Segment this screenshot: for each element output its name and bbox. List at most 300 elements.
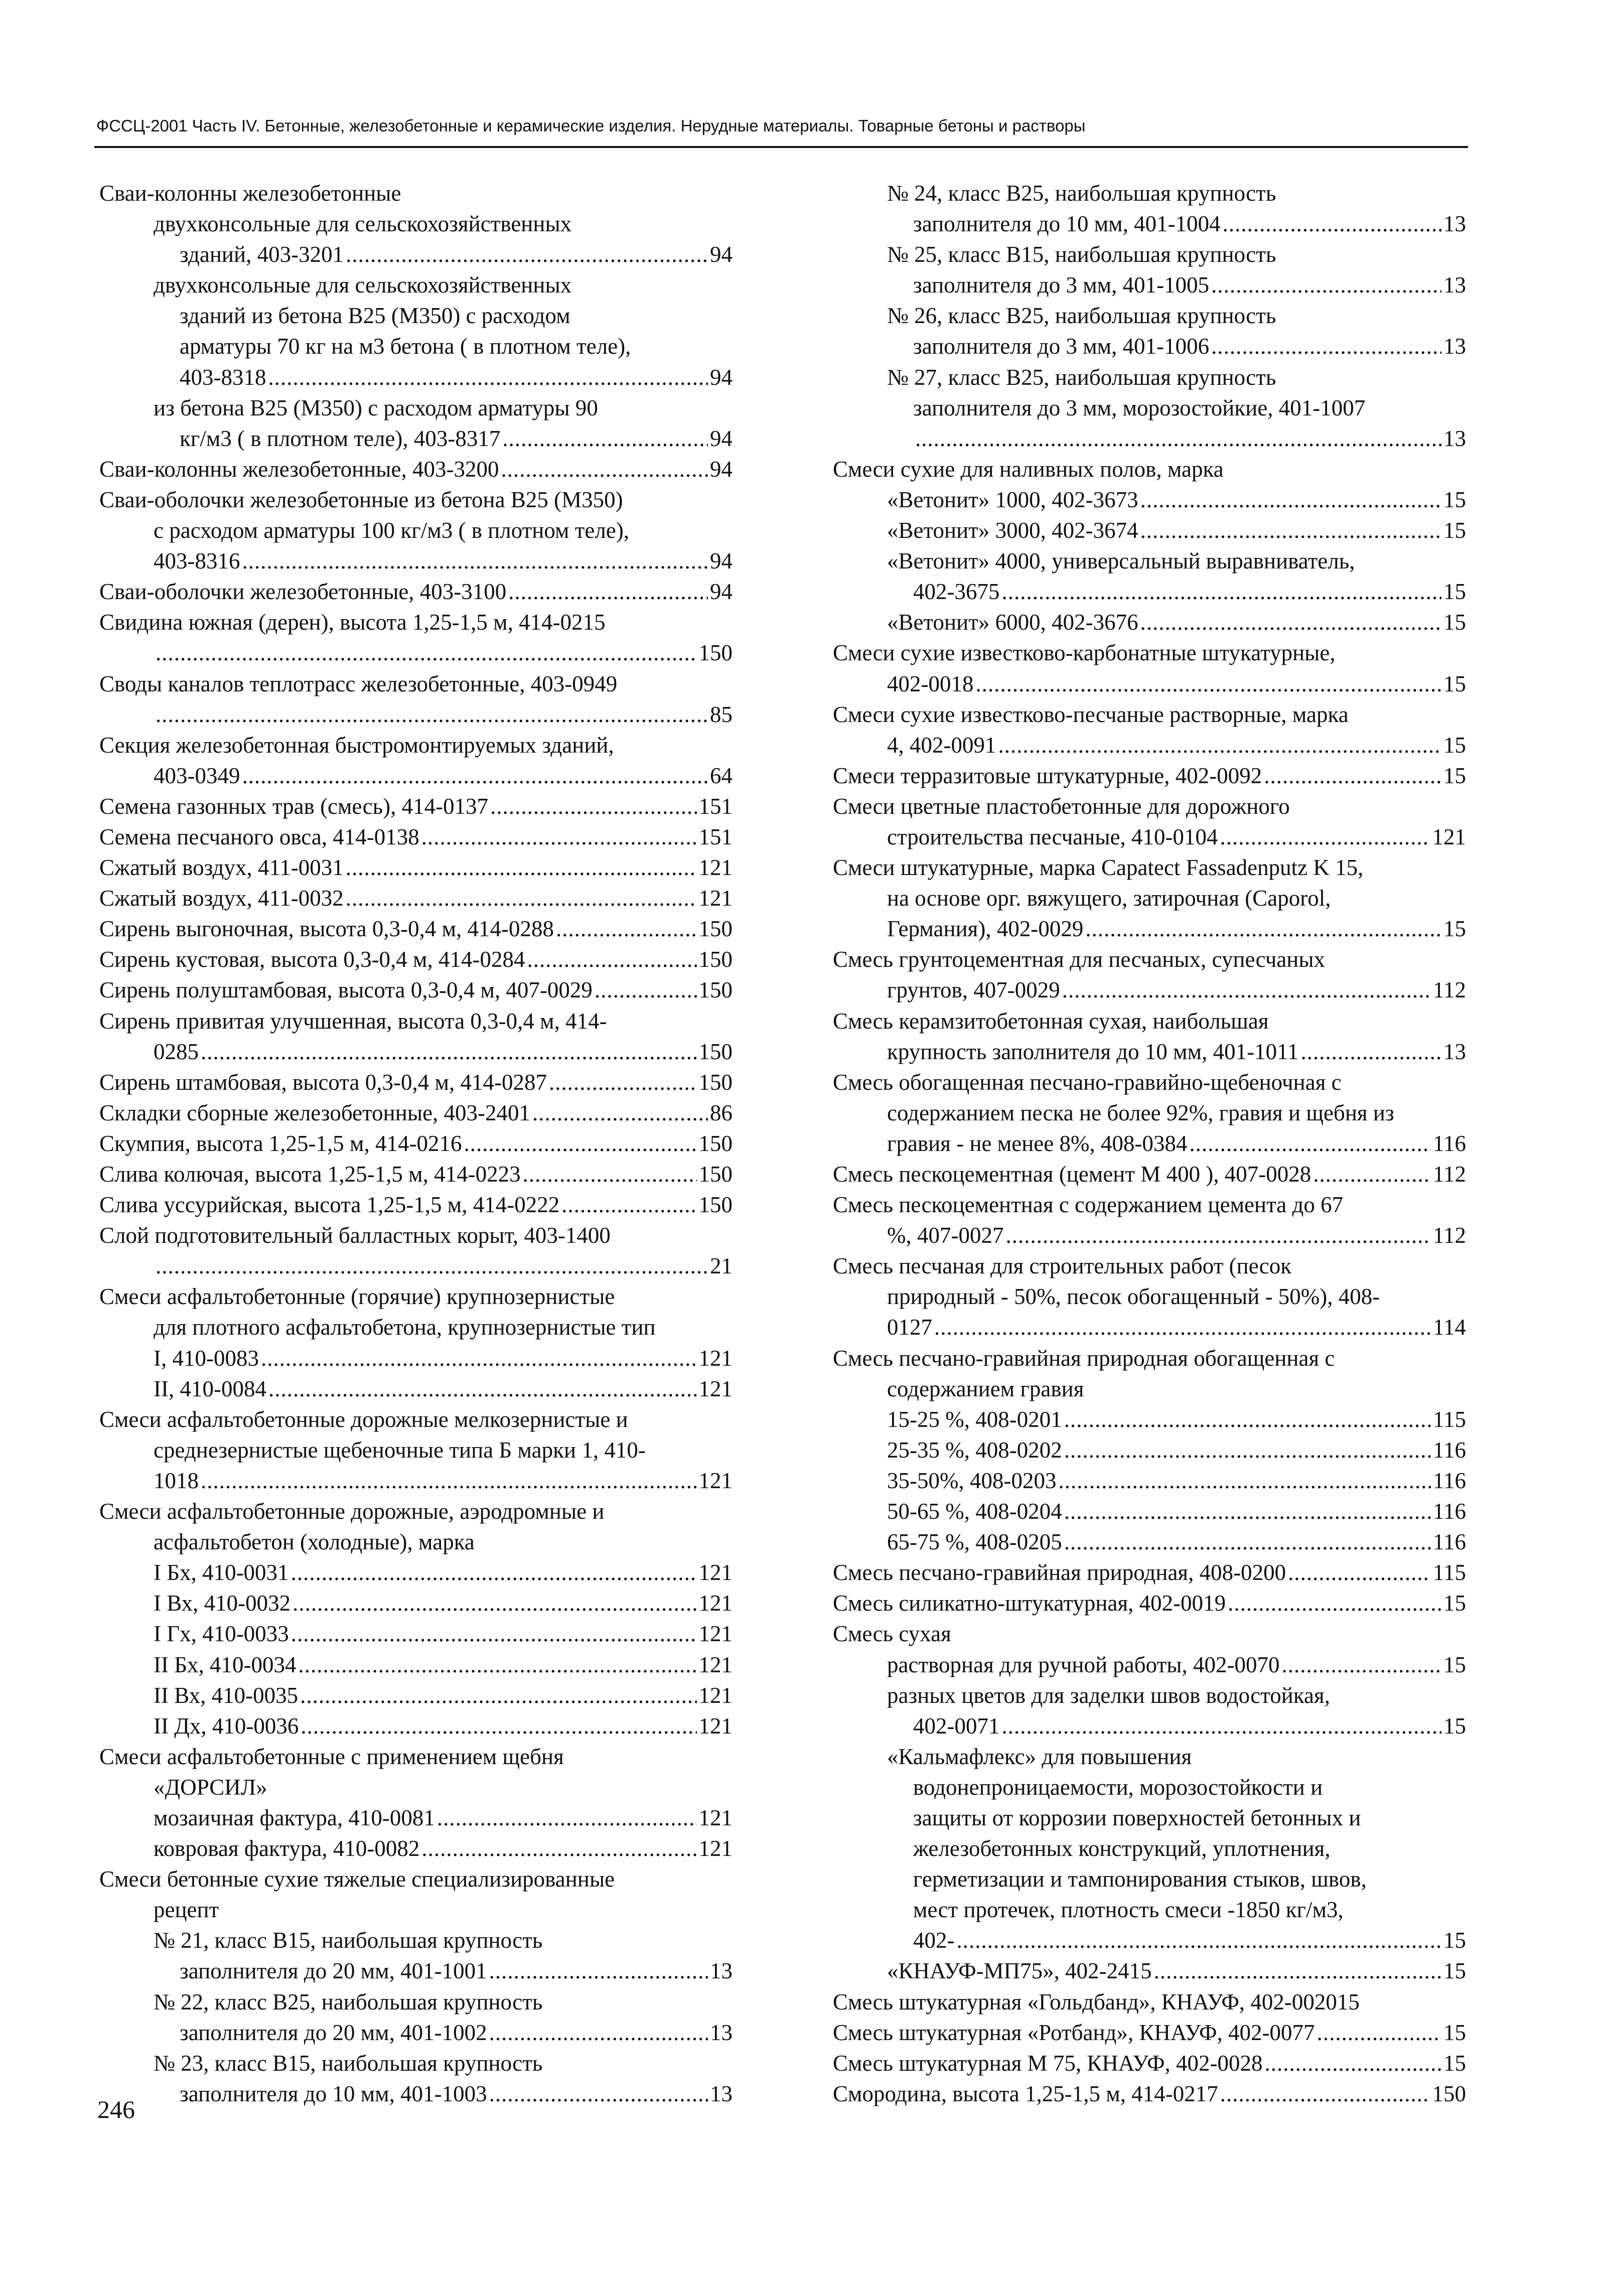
entry-label: Свидина южная (дерен), высота 1,25-1,5 м, 414-0215 bbox=[99, 610, 606, 635]
index-entry bbox=[99, 1680, 733, 1711]
index-entry-text bbox=[833, 1190, 1466, 1220]
entry-page-number: 112 bbox=[1433, 1162, 1466, 1187]
entry-label: Семена газонных трав (смесь), 414-0137 bbox=[99, 793, 489, 819]
index-entry bbox=[99, 822, 733, 852]
entry-label: Слива колючая, высота 1,25-1,5 м, 414-0223 bbox=[99, 1162, 521, 1187]
entry-page-number: 150 bbox=[698, 1039, 733, 1064]
entry-label: 403-8316 bbox=[154, 548, 240, 574]
index-entry-text bbox=[833, 638, 1466, 668]
entry-label: Смеси бетонные сухие тяжелые специализированные bbox=[99, 1867, 615, 1892]
entry-label: с расходом арматуры 100 кг/м3 ( в плотном теле), bbox=[154, 518, 630, 543]
index-entry bbox=[833, 1588, 1466, 1619]
entry-page-number: 150 bbox=[698, 1069, 733, 1095]
entry-label: «КНАУФ-МП75», 402-2415 bbox=[887, 1958, 1152, 1984]
index-entry bbox=[99, 944, 733, 975]
entry-page-number: 94 bbox=[710, 548, 733, 574]
entry-page-number: 13 bbox=[1443, 272, 1466, 298]
index-entry-text bbox=[99, 393, 733, 423]
index-entry-text bbox=[833, 546, 1466, 577]
index-entry-text bbox=[833, 1067, 1466, 1098]
entry-label: «Ветонит» 6000, 402-3676 bbox=[887, 610, 1138, 635]
index-entry-text bbox=[833, 699, 1466, 730]
dot-leader bbox=[1313, 1159, 1431, 1190]
index-entry-text bbox=[99, 1742, 733, 1772]
index-entry bbox=[833, 1312, 1466, 1343]
entry-label: Сваи-колонны железобетонные bbox=[99, 181, 401, 206]
dot-leader bbox=[1211, 331, 1441, 362]
entry-label: Слой подготовительный балластных корыт, 403-1400 bbox=[99, 1223, 611, 1248]
index-entry bbox=[99, 239, 733, 270]
index-entry-text bbox=[99, 1772, 733, 1803]
index-entry-text bbox=[833, 1987, 1466, 2018]
index-entry bbox=[833, 975, 1466, 1006]
entry-label: 403-8318 bbox=[180, 364, 266, 390]
dot-leader bbox=[1211, 270, 1441, 301]
entry-page-number: 94 bbox=[710, 579, 733, 605]
entry-label: Смеси сухие известково-карбонатные штукатурные, bbox=[833, 640, 1336, 666]
index-entry bbox=[99, 1098, 733, 1128]
dot-leader bbox=[346, 852, 697, 883]
entry-label: мозаичная фактура, 410-0081 bbox=[154, 1805, 435, 1830]
index-entry bbox=[99, 1711, 733, 1742]
dot-leader bbox=[1005, 1220, 1431, 1251]
dot-leader bbox=[1223, 209, 1441, 239]
entry-label: на основе орг. вяжущего, затирочная (Caporol, bbox=[887, 886, 1331, 911]
entry-page-number: 64 bbox=[710, 763, 733, 788]
entry-label: 402- bbox=[913, 1928, 955, 1953]
entry-label: «ДОРСИЛ» bbox=[154, 1774, 267, 1800]
entry-label: Смесь керамзитобетонная сухая, наибольшая bbox=[833, 1008, 1269, 1034]
entry-page-number: 121 bbox=[698, 1836, 733, 1861]
entry-label: Смеси сухие известково-песчаные растворные, марка bbox=[833, 701, 1349, 727]
index-entry bbox=[833, 515, 1466, 546]
dot-leader bbox=[489, 2079, 708, 2109]
entry-page-number: 150 bbox=[698, 1130, 733, 1156]
entry-label: 402-0018 bbox=[887, 671, 974, 696]
entry-page-number: 13 bbox=[1443, 1039, 1466, 1064]
entry-page-number: 121 bbox=[698, 1468, 733, 1493]
index-entry bbox=[833, 1037, 1466, 1067]
index-entry-text bbox=[833, 1281, 1466, 1312]
entry-label: Смесь штукатурная «Ротбанд», КНАУФ, 402-0077 bbox=[833, 2020, 1315, 2045]
entry-label: 4, 402-0091 bbox=[887, 732, 996, 758]
index-entry-text bbox=[99, 607, 733, 638]
entry-label: Смесь штукатурная М 75, КНАУФ, 402-0028 bbox=[833, 2050, 1263, 2076]
entry-label: Смеси цветные пластобетонные для дорожного bbox=[833, 793, 1290, 819]
index-entry-text bbox=[833, 1772, 1466, 1803]
dot-leader bbox=[502, 423, 708, 454]
entry-label: 402-0071 bbox=[913, 1713, 1000, 1739]
index-entry-text bbox=[833, 1251, 1466, 1281]
dot-leader bbox=[556, 914, 696, 944]
entry-page-number: 121 bbox=[698, 1560, 733, 1586]
index-entry-text bbox=[833, 454, 1466, 485]
entry-page-number: 13 bbox=[1443, 334, 1466, 359]
index-entry bbox=[99, 914, 733, 944]
index-entry bbox=[99, 761, 733, 791]
dot-leader bbox=[201, 1037, 697, 1067]
entry-label: Сирень штамбовая, высота 0,3-0,4 м, 414-0287 bbox=[99, 1069, 547, 1095]
entry-label: содержанием песка не более 92%, гравия и щебня из bbox=[887, 1100, 1394, 1125]
index-entry bbox=[99, 638, 733, 668]
entry-label: Смородина, высота 1,25-1,5 м, 414-0217 bbox=[833, 2081, 1218, 2106]
entry-label: I Гх, 410-0033 bbox=[154, 1621, 289, 1647]
index-entry-text bbox=[99, 1220, 733, 1251]
dot-leader bbox=[1064, 1527, 1431, 1557]
entry-label: Смесь штукатурная «Гольдбанд», КНАУФ, 402-002015 bbox=[833, 1989, 1360, 2015]
entry-label: 0127 bbox=[887, 1315, 932, 1340]
page-number: 246 bbox=[97, 2095, 135, 2123]
index-entry bbox=[833, 209, 1466, 239]
entry-page-number: 94 bbox=[710, 456, 733, 482]
index-entry-text bbox=[99, 515, 733, 546]
index-entry-text bbox=[99, 331, 733, 362]
entry-label: Сжатый воздух, 411-0031 bbox=[99, 855, 344, 881]
entry-page-number: 121 bbox=[698, 1621, 733, 1647]
entry-page-number: 15 bbox=[1443, 1958, 1466, 1984]
index-entry-text bbox=[99, 2048, 733, 2079]
index-entry-text bbox=[99, 1435, 733, 1466]
dot-leader bbox=[1064, 1496, 1431, 1527]
index-entry-text bbox=[833, 1098, 1466, 1128]
index-entry bbox=[833, 485, 1466, 515]
dot-leader bbox=[1002, 577, 1442, 607]
entry-page-number: 150 bbox=[698, 640, 733, 666]
entry-page-number: 150 bbox=[698, 916, 733, 942]
entry-label: Сваи-оболочки железобетонные, 403-3100 bbox=[99, 579, 507, 605]
entry-label: 35-50%, 408-0203 bbox=[887, 1468, 1057, 1493]
index-entry bbox=[833, 1925, 1466, 1956]
index-entry-text bbox=[833, 1006, 1466, 1037]
entry-page-number: 21 bbox=[710, 1253, 733, 1279]
entry-page-number: 15 bbox=[1443, 763, 1466, 788]
dot-leader bbox=[1220, 822, 1430, 852]
index-entry bbox=[99, 1128, 733, 1159]
dot-leader bbox=[1140, 485, 1441, 515]
entry-label: защиты от коррозии поверхностей бетонных и bbox=[913, 1805, 1361, 1830]
entry-page-number: 94 bbox=[710, 242, 733, 267]
index-entry-text bbox=[99, 1496, 733, 1527]
entry-label: Смесь песчано-гравийная природная обогащенная с bbox=[833, 1345, 1335, 1371]
entry-page-number: 15 bbox=[1443, 610, 1466, 635]
index-entry bbox=[833, 1650, 1466, 1680]
entry-page-number: 15 bbox=[1443, 1591, 1466, 1616]
entry-label: II Дх, 410-0036 bbox=[154, 1713, 299, 1739]
index-entry bbox=[99, 975, 733, 1006]
dot-leader bbox=[976, 669, 1442, 699]
entry-label: I Бх, 410-0031 bbox=[154, 1560, 289, 1586]
entry-label: строительства песчаные, 410-0104 bbox=[887, 824, 1218, 849]
entry-label: 50-65 %, 408-0204 bbox=[887, 1499, 1062, 1524]
index-entry-text bbox=[833, 362, 1466, 393]
index-entry bbox=[833, 1711, 1466, 1742]
entry-label: Смесь грунтоцементная для песчаных, супесчаных bbox=[833, 947, 1326, 972]
index-entry-text bbox=[99, 1281, 733, 1312]
entry-label: «Ветонит» 1000, 402-3673 bbox=[887, 487, 1138, 512]
index-entry-text bbox=[99, 1864, 733, 1895]
index-entry-text bbox=[833, 1803, 1466, 1833]
entry-label: Смеси асфальтобетонные дорожные мелкозернистые и bbox=[99, 1406, 628, 1432]
index-entry bbox=[833, 1527, 1466, 1557]
entry-label: № 25, класс В15, наибольшая крупность bbox=[887, 242, 1276, 267]
dot-leader bbox=[156, 638, 697, 668]
index-entry-text bbox=[99, 669, 733, 699]
entry-label: заполнителя до 3 мм, 401-1006 bbox=[913, 334, 1210, 359]
dot-leader bbox=[501, 454, 708, 485]
dot-leader bbox=[489, 2018, 708, 2048]
index-entry-text bbox=[99, 730, 733, 761]
running-header: ФССЦ-2001 Часть IV. Бетонные, железобетонные и керамические изделия. Нерудные материалы. Товарные бетоны и растворы bbox=[96, 116, 1086, 135]
entry-page-number: 94 bbox=[710, 425, 733, 451]
dot-leader bbox=[299, 1650, 697, 1680]
index-entry-text bbox=[833, 1680, 1466, 1711]
index-entry bbox=[99, 1159, 733, 1190]
entry-label: заполнителя до 3 мм, морозостойкие, 401-1007 bbox=[913, 395, 1366, 420]
entry-label: 1018 bbox=[154, 1468, 199, 1493]
entry-label: разных цветов для заделки швов водостойкая, bbox=[887, 1682, 1330, 1708]
index-entry-text bbox=[99, 1404, 733, 1435]
index-entry-text bbox=[833, 1864, 1466, 1895]
dot-leader bbox=[437, 1803, 697, 1833]
entry-label: № 26, класс В25, наибольшая крупность bbox=[887, 303, 1276, 329]
index-entry-text bbox=[99, 301, 733, 331]
index-entry-text bbox=[833, 852, 1466, 883]
entry-label: «Ветонит» 3000, 402-3674 bbox=[887, 518, 1138, 543]
index-entry bbox=[99, 577, 733, 607]
entry-label: водонепроницаемости, морозостойкости и bbox=[913, 1774, 1323, 1800]
dot-leader bbox=[1140, 607, 1441, 638]
index-entry bbox=[99, 1588, 733, 1619]
entry-page-number: 15 bbox=[1443, 671, 1466, 696]
index-entry bbox=[833, 577, 1466, 607]
entry-page-number: 116 bbox=[1433, 1499, 1466, 1524]
index-entry bbox=[99, 1190, 733, 1220]
entry-page-number: 86 bbox=[710, 1100, 733, 1125]
entry-label: 0285 bbox=[154, 1039, 199, 1064]
dot-leader bbox=[508, 577, 708, 607]
entry-label: № 21, класс В15, наибольшая крупность bbox=[154, 1928, 543, 1953]
index-entry-text bbox=[833, 791, 1466, 822]
entry-label: гравия - не менее 8%, 408-0384 bbox=[887, 1130, 1188, 1156]
index-entry bbox=[99, 883, 733, 914]
dot-leader bbox=[1062, 975, 1431, 1006]
index-entry-text bbox=[833, 1374, 1466, 1404]
dot-leader bbox=[1189, 1128, 1431, 1159]
entry-page-number: 94 bbox=[710, 364, 733, 390]
index-entry bbox=[833, 730, 1466, 761]
index-entry bbox=[833, 2018, 1466, 2048]
index-entry bbox=[99, 423, 733, 454]
dot-leader bbox=[1064, 1435, 1431, 1466]
index-entry-text bbox=[833, 944, 1466, 975]
entry-page-number: 116 bbox=[1433, 1437, 1466, 1463]
entry-label: заполнителя до 20 мм, 401-1002 bbox=[180, 2020, 487, 2045]
index-column-left bbox=[99, 178, 733, 2109]
entry-label: Сирень кустовая, высота 0,3-0,4 м, 414-0284 bbox=[99, 947, 525, 972]
index-entry bbox=[99, 1343, 733, 1374]
entry-page-number: 13 bbox=[710, 1958, 733, 1984]
entry-label: Сирень выгоночная, высота 0,3-0,4 м, 414-0288 bbox=[99, 916, 554, 942]
entry-label: кг/м3 ( в плотном теле), 403-8317 bbox=[180, 425, 501, 451]
entry-label: Слива уссурийская, высота 1,25-1,5 м, 414-0222 bbox=[99, 1192, 560, 1218]
index-entry-text bbox=[833, 393, 1466, 423]
dot-leader bbox=[1265, 2048, 1442, 2079]
index-entry bbox=[833, 822, 1466, 852]
header-rule bbox=[94, 146, 1468, 148]
entry-label: рецепт bbox=[154, 1897, 219, 1923]
dot-leader bbox=[595, 975, 697, 1006]
entry-label: герметизации и тампонирования стыков, швов, bbox=[913, 1867, 1367, 1892]
index-entry bbox=[833, 1404, 1466, 1435]
dot-leader bbox=[301, 1711, 696, 1742]
index-entry-text bbox=[99, 1006, 733, 1037]
entry-page-number: 121 bbox=[698, 1376, 733, 1401]
index-entry bbox=[99, 546, 733, 577]
entry-label: № 22, класс В25, наибольшая крупность bbox=[154, 1989, 543, 2015]
entry-page-number: 121 bbox=[698, 1682, 733, 1708]
entry-label: Сваи-оболочки железобетонные из бетона В25 (М350) bbox=[99, 487, 623, 512]
entry-page-number: 114 bbox=[1433, 1315, 1466, 1340]
dot-leader bbox=[242, 761, 708, 791]
index-entry bbox=[99, 852, 733, 883]
entry-label: Сирень привитая улучшенная, высота 0,3-0,4 м, 414- bbox=[99, 1008, 607, 1034]
entry-label: Смесь песчано-гравийная природная, 408-0200 bbox=[833, 1560, 1286, 1586]
entry-label: Сирень полуштамбовая, высота 0,3-0,4 м, 407-0029 bbox=[99, 977, 593, 1003]
entry-label: Сваи-колонны железобетонные, 403-3200 bbox=[99, 456, 499, 482]
dot-leader bbox=[957, 1925, 1442, 1956]
index-entry bbox=[99, 454, 733, 485]
entry-page-number: 121 bbox=[698, 1591, 733, 1616]
entry-label: Смеси асфальтобетонные (горячие) крупнозернистые bbox=[99, 1284, 615, 1310]
index-entry bbox=[99, 1803, 733, 1833]
entry-label: двухконсольные для сельскохозяйственных bbox=[154, 272, 572, 298]
entry-label: «Ветонит» 4000, универсальный выравниватель, bbox=[887, 548, 1355, 574]
entry-page-number: 116 bbox=[1433, 1468, 1466, 1493]
index-entry bbox=[833, 607, 1466, 638]
index-entry bbox=[99, 791, 733, 822]
index-entry bbox=[99, 1067, 733, 1098]
index-entry bbox=[99, 362, 733, 393]
dot-leader bbox=[549, 1067, 697, 1098]
index-entry bbox=[833, 914, 1466, 944]
entry-label: Смесь сухая bbox=[833, 1621, 951, 1647]
index-entry-text bbox=[99, 1527, 733, 1557]
index-entry-text bbox=[99, 1925, 733, 1956]
entry-label: зданий, 403-3201 bbox=[180, 242, 344, 267]
entry-label: Смеси терразитовые штукатурные, 402-0092 bbox=[833, 763, 1262, 788]
index-entry bbox=[833, 1159, 1466, 1190]
index-entry bbox=[99, 1619, 733, 1649]
entry-page-number: 151 bbox=[698, 793, 733, 819]
index-entry bbox=[833, 1435, 1466, 1466]
index-entry-text bbox=[833, 239, 1466, 270]
entry-page-number: 85 bbox=[710, 701, 733, 727]
index-entry bbox=[833, 1557, 1466, 1588]
entry-page-number: 121 bbox=[698, 1345, 733, 1371]
entry-label: ковровая фактура, 410-0082 bbox=[154, 1836, 420, 1861]
entry-label: № 23, класс В15, наибольшая крупность bbox=[154, 2050, 543, 2076]
entry-page-number: 115 bbox=[1433, 1406, 1466, 1432]
entry-label: № 27, класс В25, наибольшая крупность bbox=[887, 364, 1276, 390]
dot-leader bbox=[1317, 2018, 1441, 2048]
entry-page-number: 150 bbox=[698, 1162, 733, 1187]
entry-label: природный - 50%, песок обогащенный - 50%), 408- bbox=[887, 1284, 1380, 1310]
index-entry bbox=[833, 331, 1466, 362]
dot-leader bbox=[523, 1159, 697, 1190]
index-entry bbox=[833, 1956, 1466, 1986]
index-entry-text bbox=[833, 1619, 1466, 1649]
entry-label: из бетона В25 (М350) с расходом арматуры 90 bbox=[154, 395, 598, 420]
dot-leader bbox=[998, 730, 1442, 761]
dot-leader bbox=[1300, 1037, 1441, 1067]
index-entry bbox=[833, 1128, 1466, 1159]
entry-label: Секция железобетонная быстромонтируемых зданий, bbox=[99, 732, 614, 758]
dot-leader bbox=[346, 883, 697, 914]
index-entry-text bbox=[99, 1987, 733, 2018]
index-entry bbox=[99, 1037, 733, 1067]
index-entry bbox=[99, 699, 733, 730]
entry-page-number: 121 bbox=[1432, 824, 1466, 849]
index-entry bbox=[99, 1374, 733, 1404]
entry-label: Германия), 402-0029 bbox=[887, 916, 1084, 942]
dot-leader bbox=[489, 1956, 708, 1986]
entry-page-number: 116 bbox=[1433, 1130, 1466, 1156]
entry-page-number: 150 bbox=[698, 1192, 733, 1218]
entry-label: Сжатый воздух, 411-0032 bbox=[99, 886, 344, 911]
entry-page-number: 15 bbox=[1443, 487, 1466, 512]
index-entry-text bbox=[99, 1312, 733, 1343]
entry-page-number: 15 bbox=[1443, 518, 1466, 543]
dot-leader bbox=[292, 1588, 696, 1619]
entry-label: для плотного асфальтобетона, крупнозернистые тип bbox=[154, 1315, 656, 1340]
index-entry-text bbox=[833, 301, 1466, 331]
entry-page-number: 121 bbox=[698, 886, 733, 911]
entry-page-number: 150 bbox=[698, 977, 733, 1003]
index-entry-text bbox=[99, 1895, 733, 1925]
dot-leader bbox=[1281, 1650, 1441, 1680]
entry-page-number: 13 bbox=[710, 2081, 733, 2106]
dot-leader bbox=[1154, 1956, 1441, 1986]
index-entry-text bbox=[833, 1895, 1466, 1925]
index-entry-text bbox=[833, 1742, 1466, 1772]
index-entry bbox=[99, 1251, 733, 1281]
entry-label: арматуры 70 кг на м3 бетона ( в плотном теле), bbox=[180, 334, 631, 359]
entry-label: Смеси штукатурные, марка Capatect Fassadenputz K 15, bbox=[833, 855, 1364, 881]
entry-label: %, 407-0027 bbox=[887, 1223, 1004, 1248]
entry-label: «Кальмафлекс» для повышения bbox=[887, 1744, 1192, 1769]
entry-label: 403-0349 bbox=[154, 763, 240, 788]
entry-label: Смесь пескоцементная (цемент М 400 ), 407-0028 bbox=[833, 1162, 1311, 1187]
dot-leader bbox=[1288, 1557, 1431, 1588]
dot-leader bbox=[156, 1251, 708, 1281]
index-entry bbox=[833, 1496, 1466, 1527]
entry-page-number: 15 bbox=[1443, 732, 1466, 758]
dot-leader bbox=[1228, 1588, 1441, 1619]
dot-leader bbox=[934, 1312, 1431, 1343]
dot-leader bbox=[1264, 761, 1441, 791]
index-entry-text bbox=[833, 883, 1466, 914]
entry-label: асфальтобетон (холодные), марка bbox=[154, 1529, 475, 1555]
entry-page-number: 13 bbox=[710, 2020, 733, 2045]
dot-leader bbox=[201, 1466, 697, 1496]
entry-label: 25-35 %, 408-0202 bbox=[887, 1437, 1062, 1463]
dot-leader bbox=[421, 822, 697, 852]
entry-label: заполнителя до 10 мм, 401-1003 bbox=[180, 2081, 487, 2106]
index-entry bbox=[99, 1833, 733, 1864]
entry-page-number: 15 bbox=[1443, 916, 1466, 942]
index-entry bbox=[99, 2018, 733, 2048]
entry-label: заполнителя до 20 мм, 401-1001 bbox=[180, 1958, 487, 1984]
